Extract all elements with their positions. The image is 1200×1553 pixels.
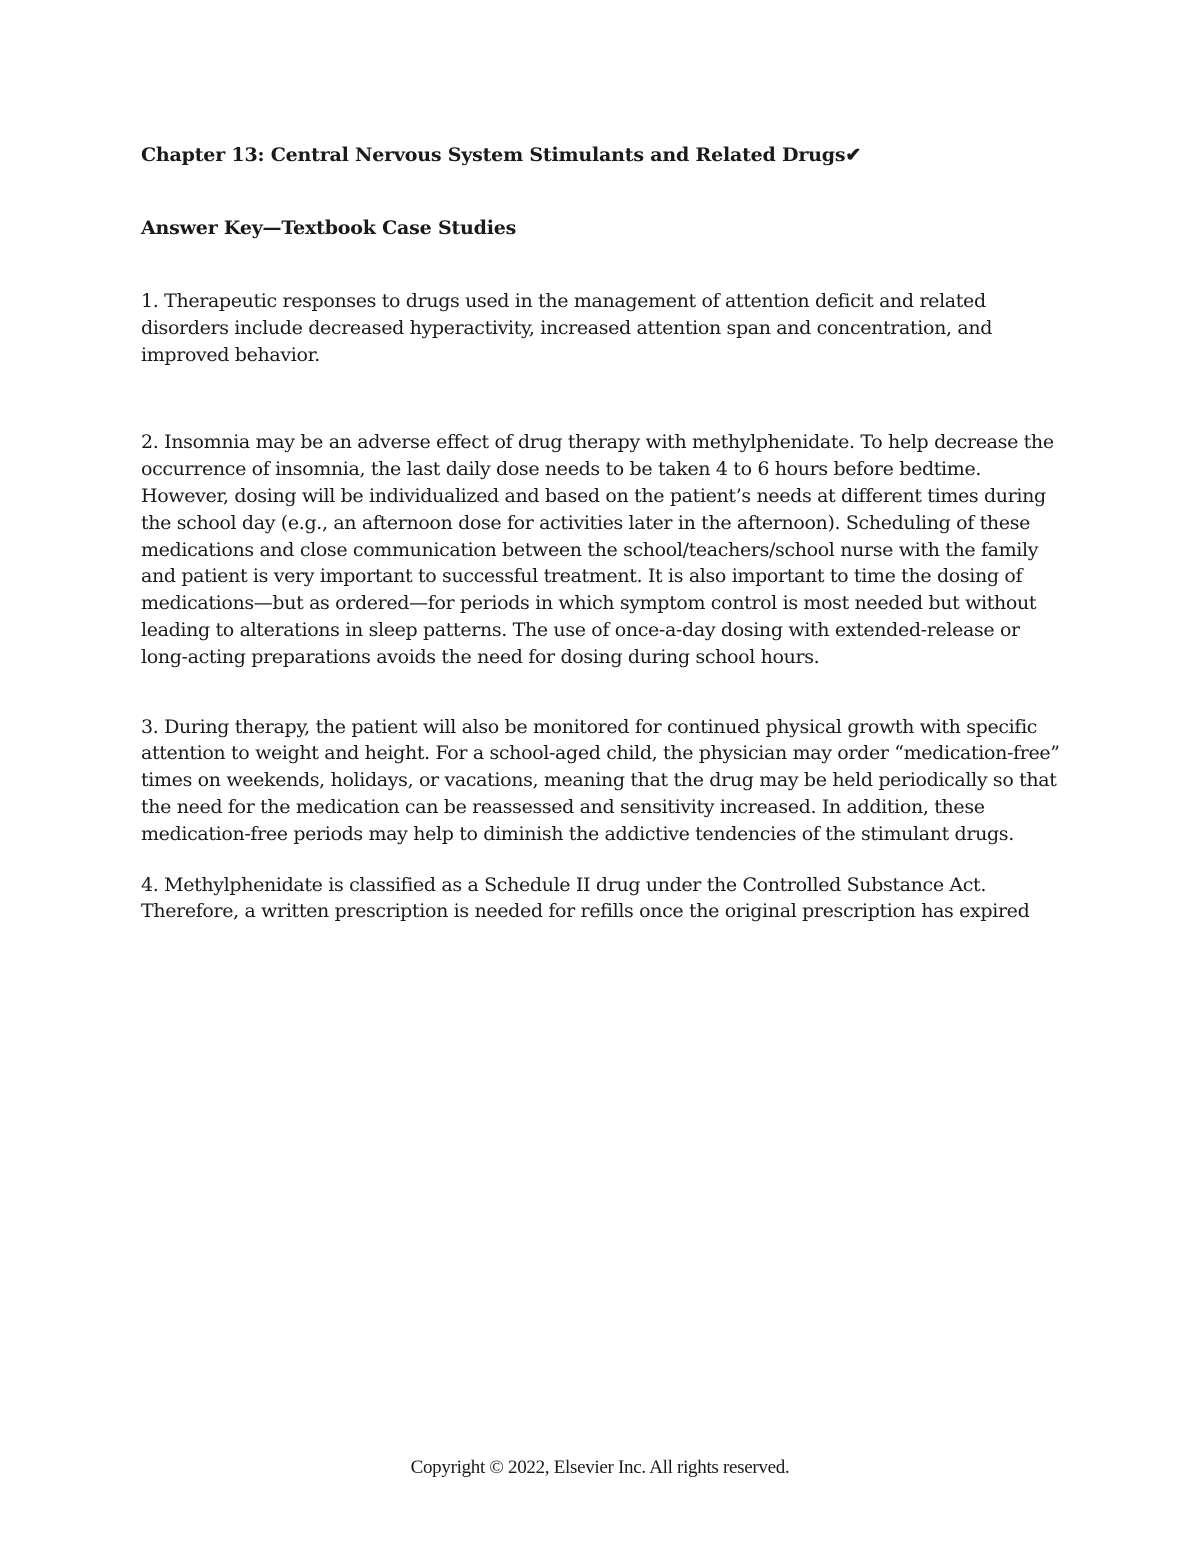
answer-key-heading: Answer Key—Textbook Case Studies — [141, 217, 517, 239]
answer-paragraph-3: 3. During therapy, the patient will also be monitored for continued physical growth with specific attention to weight and height. For a school-aged child, the physician may order “medication-free” times on weekends, holidays, or vacations, meaning that the drug may be held periodically so that the need for the medication can be reassessed and sensitivity increased. In addition, these medication-free periods may help to diminish the addictive tendencies of the stimulant drugs. — [141, 715, 1060, 845]
answer-paragraph-1: 1. Therapeutic responses to drugs used in the management of attention deficit and related disorders include decreased hyperactivity, increased attention span and concentration, and improved behavior. — [141, 290, 993, 366]
answer-paragraph-4: 4. Methylphenidate is classified as a Schedule II drug under the Controlled Substance Act. Therefore, a written prescription is needed for refills once the original prescription has expired — [141, 873, 1030, 923]
document-body — [141, 140, 1061, 925]
copyright-footer: Copyright © 2022, Elsevier Inc. All rights reserved. — [410, 1457, 790, 1478]
chapter-title: Chapter 13: Central Nervous System Stimulants and Related Drugs✔ — [141, 144, 862, 166]
answer-paragraph-2: 2. Insomnia may be an adverse effect of drug therapy with methylphenidate. To help decrease the occurrence of insomnia, the last daily dose needs to be taken 4 to 6 hours before bedtime. However, dosing will be individualized and based on the patient’s needs at different times during the school day (e.g., an afternoon dose for activities later in the afternoon). Scheduling of these medications and close communication between the school/teachers/school nurse with the family and patient is very important to successful treatment. It is also important to time the dosing of medications—but as ordered—for periods in which symptom control is most needed but without leading to alterations in sleep patterns. The use of once-a-day dosing with extended-release or long-acting preparations avoids the need for dosing during school hours. — [141, 431, 1054, 668]
